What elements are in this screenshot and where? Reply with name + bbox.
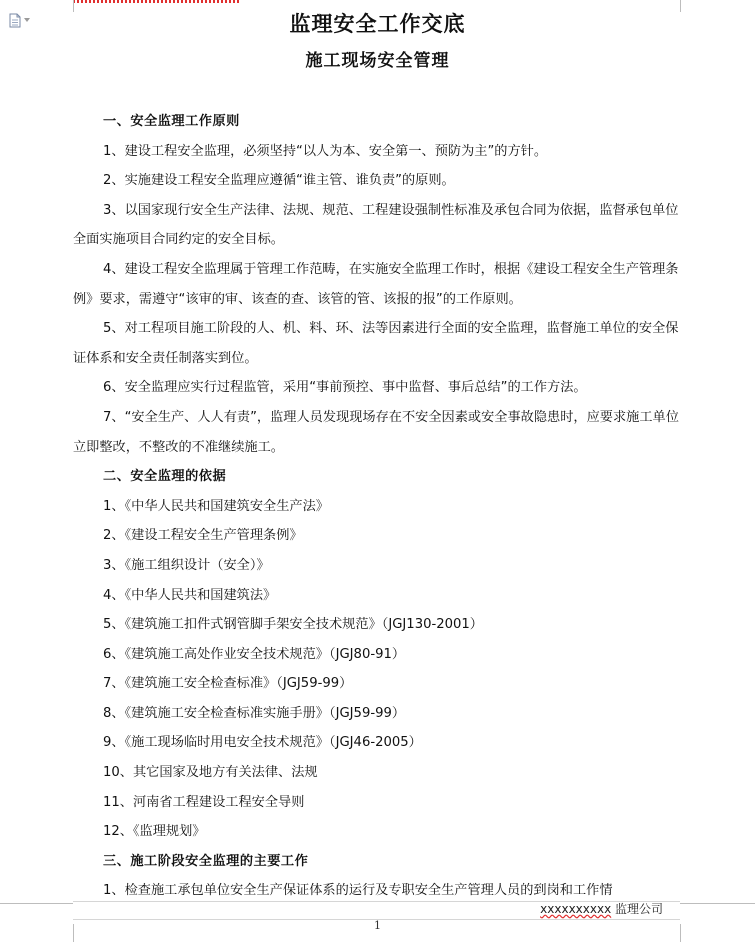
document-title: 监理安全工作交底 (289, 11, 466, 36)
company-placeholder: xxxxxxxxxx (540, 902, 612, 916)
crop-mark (680, 903, 755, 904)
list-item: 10、其它国家及地方有关法律、法规 (103, 765, 318, 781)
page-number: 1 (374, 919, 381, 932)
list-item: 3、《施工组织设计（安全）》 (103, 557, 270, 573)
paragraph: 4、建设工程安全监理属于管理工作范畴，在实施安全监理工作时，根据《建设工程安全生产管理条例》要求，需遵守“该审的审、该查的查、该管的管、该报的报”的工作原则。 (73, 261, 679, 307)
list-item: 6、《建筑施工高处作业安全技术规范》（JGJ80-91） (103, 646, 406, 662)
paragraph: 2、实施建设工程安全监理应遵循“谁主管、谁负责”的原则。 (103, 173, 455, 189)
list-item: 5、《建筑施工扣件式钢管脚手架安全技术规范》（JGJ130-2001） (103, 617, 483, 633)
document-subtitle: 施工现场安全管理 (305, 51, 450, 71)
crop-mark (0, 903, 73, 904)
paragraph: 6、安全监理应实行过程监管，采用“事前预控、事中监督、事后总结”的工作方法。 (103, 380, 587, 396)
list-item: 8、《建筑施工安全检查标准实施手册》（JGJ59-99） (103, 705, 406, 721)
section-heading: 二、安全监理的依据 (103, 469, 227, 485)
company-suffix: 监理公司 (611, 902, 663, 916)
list-item: 11、河南省工程建设工程安全导则 (103, 794, 305, 810)
document-body[interactable] (73, 107, 683, 906)
paragraph: 7、“安全生产、人人有责”，监理人员发现现场存在不安全因素或安全事故隐患时，应要求施工单位立即整改，不整改的不准继续施工。 (73, 409, 679, 455)
paragraph: 3、以国家现行安全生产法律、法规、规范、工程建设强制性标准及承包合同为依据，监督承包单位全面实施项目合同约定的安全目标。 (73, 202, 679, 248)
paragraph: 1、检查施工承包单位安全生产保证体系的运行及专职安全生产管理人员的到岗和工作情 (103, 883, 613, 899)
paragraph: 1、建设工程安全监理，必须坚持“以人为本、安全第一、预防为主”的方针。 (103, 143, 548, 159)
list-item: 9、《施工现场临时用电安全技术规范》（JGJ46-2005） (103, 735, 422, 751)
spellcheck-underline (73, 0, 241, 3)
section-heading: 一、安全监理工作原则 (103, 114, 240, 129)
footer-company (540, 900, 663, 917)
list-item: 1、《中华人民共和国建筑安全生产法》 (103, 498, 329, 514)
list-item: 4、《中华人民共和国建筑法》 (103, 587, 277, 603)
list-item: 2、《建设工程安全生产管理条例》 (103, 528, 303, 544)
list-item: 12、《监理规划》 (103, 824, 206, 840)
section-heading: 三、施工阶段安全监理的主要工作 (103, 853, 309, 869)
paragraph: 5、对工程项目施工阶段的人、机、料、环、法等因素进行全面的安全监理，监督施工单位的安全保证体系和安全责任制落实到位。 (73, 321, 679, 366)
list-item: 7、《建筑施工安全检查标准》（JGJ59-99） (103, 676, 353, 692)
